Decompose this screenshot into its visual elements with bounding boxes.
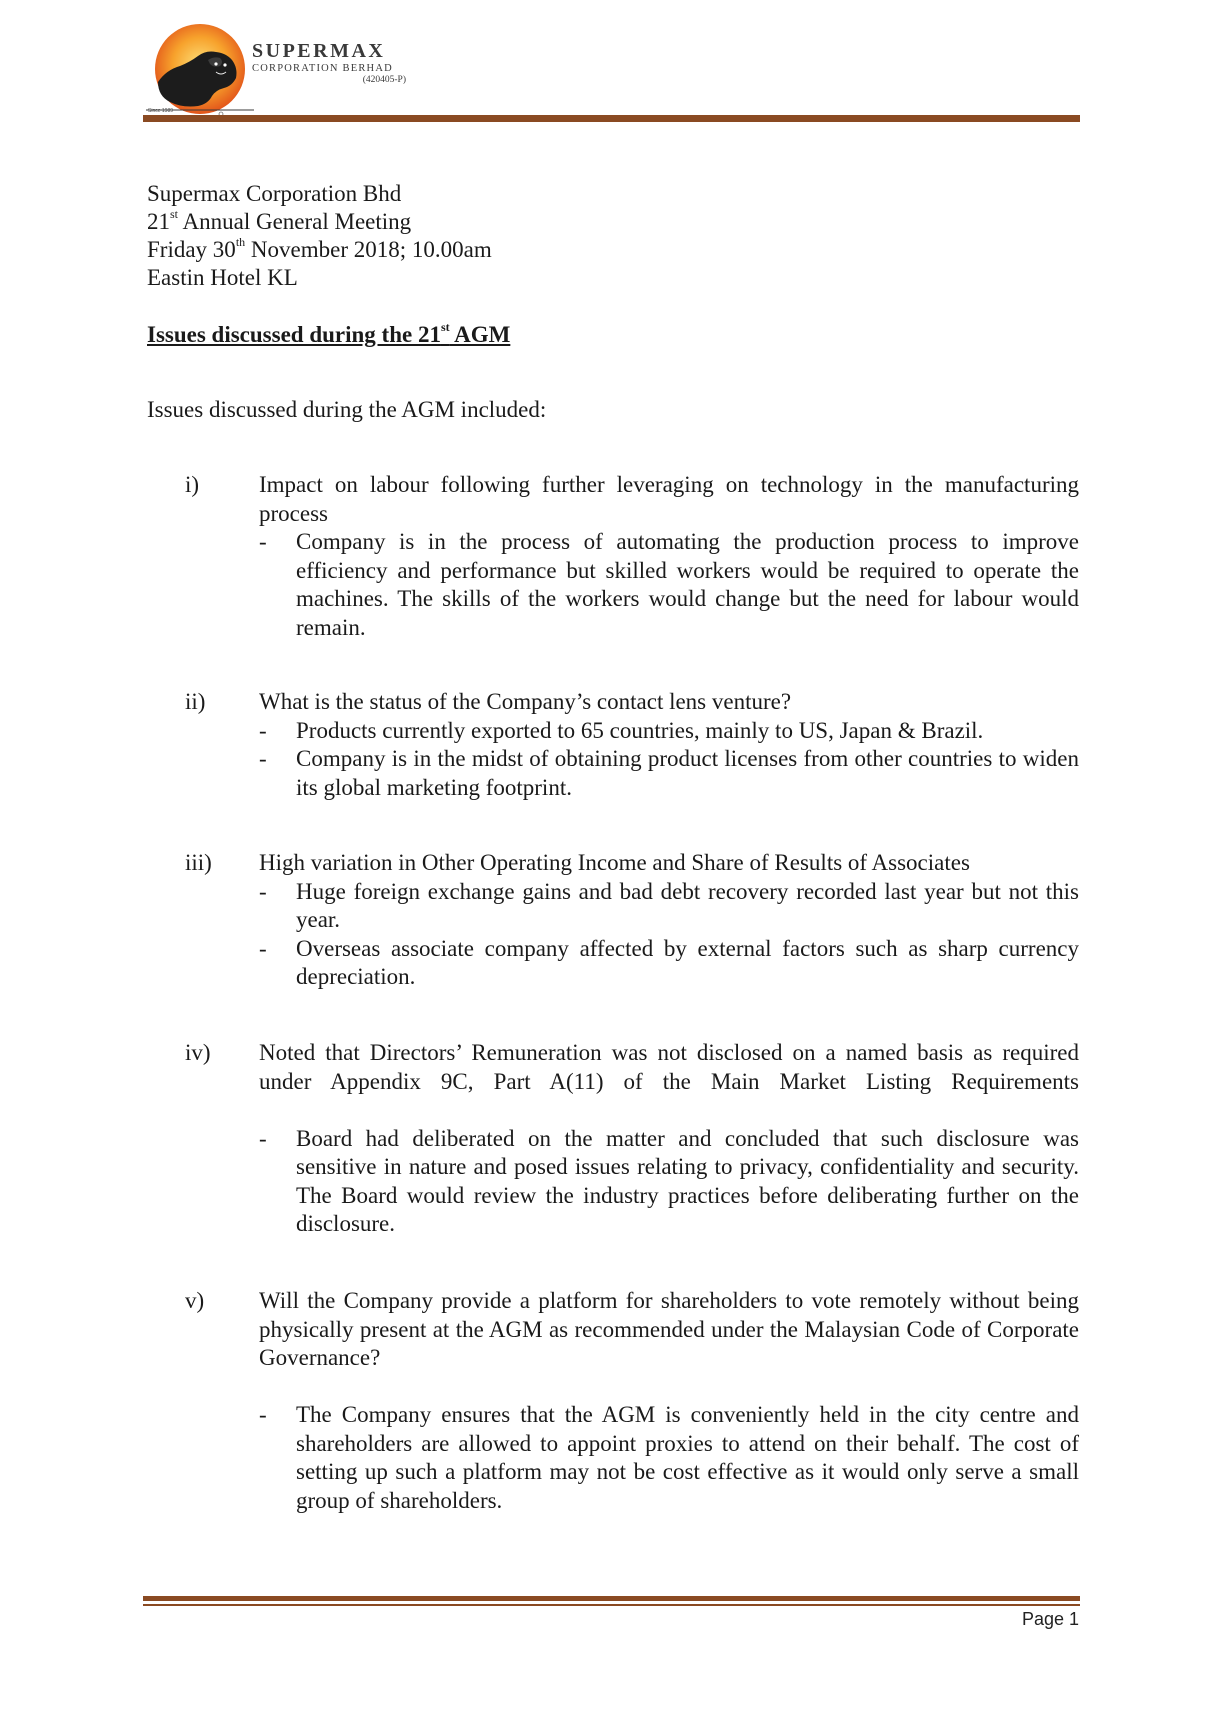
brand-name: SUPERMAX — [252, 40, 386, 62]
issue-points — [147, 878, 1079, 992]
brand-text — [252, 40, 412, 86]
issue-question: What is the status of the Company’s contact lens venture? — [259, 689, 792, 714]
issue-point: - Company is in the midst of obtaining product licenses from other countries to widen its global marketing footprint. — [296, 745, 1079, 802]
date-line — [147, 236, 492, 264]
section-title-ordinal: st — [440, 320, 450, 335]
brand-registration: (420405-P) — [362, 75, 406, 85]
agm-ordinal: st — [170, 207, 179, 222]
date-ordinal: th — [235, 235, 246, 250]
issue-item — [147, 688, 1079, 802]
issue-number: v) — [185, 1288, 205, 1313]
issue-points — [147, 1125, 1079, 1239]
section-title-suffix: AGM — [449, 322, 511, 347]
issue-number: ii) — [185, 689, 206, 714]
venue-line: Eastin Hotel KL — [147, 265, 298, 290]
issue-question: Will the Company provide a platform for shareholders to vote remotely without being physically present at the AGM as recommended under the Malaysian Code of Corporate Governance? — [259, 1288, 1079, 1370]
since-label: Since 1989 — [148, 108, 174, 114]
issue-point: - Products currently exported to 65 countries, mainly to US, Japan & Brazil. — [296, 717, 1079, 746]
meeting-details — [147, 180, 492, 292]
issue-item — [147, 849, 1079, 992]
issue-question: Noted that Directors’ Remuneration was not disclosed on a named basis as required under Appendix 9C, Part A(11) of the Main Market Listing Requirements — [259, 1040, 1079, 1094]
issue-point: - Overseas associate company affected by external factors such as sharp currency depreciation. — [296, 935, 1079, 992]
issue-points — [147, 717, 1079, 803]
issue-point: - The Company ensures that the AGM is conveniently held in the city centre and shareholders are allowed to appoint proxies to attend on their behalf. The cost of setting up such a platform may not be cost effective as it would only serve a small group of shareholders. — [296, 1401, 1079, 1515]
issue-item — [147, 1039, 1079, 1239]
issue-point: - Board had deliberated on the matter and concluded that such disclosure was sensitive in nature and posed issues relating to privacy, confidentiality and security. The Board would review the industry practices before deliberating further on the disclosure. — [296, 1125, 1079, 1239]
issue-point: - Company is in the process of automating the production process to improve efficiency and performance but skilled workers would be required to operate the machines. The skills of the workers would change but the need for labour would remain. — [296, 528, 1079, 642]
intro-text: Issues discussed during the AGM included: — [147, 397, 547, 422]
header-rule — [143, 115, 1080, 122]
agm-line — [147, 208, 492, 236]
brand-subtitle: CORPORATION BERHAD — [252, 63, 393, 74]
company-logo — [146, 22, 414, 120]
issue-item — [147, 471, 1079, 642]
section-title — [147, 322, 510, 348]
issue-point: - Huge foreign exchange gains and bad debt recovery recorded last year but not this year. — [296, 878, 1079, 935]
section-title-text: Issues discussed during the 21 — [147, 322, 441, 347]
agm-number: 21 — [147, 209, 170, 234]
date-day: Friday 30 — [147, 237, 236, 262]
issue-points — [147, 1401, 1079, 1515]
issue-question: High variation in Other Operating Income and Share of Results of Associates — [259, 850, 970, 875]
footer-rule-thin — [143, 1604, 1080, 1606]
issue-points — [147, 528, 1079, 642]
issue-number: iii) — [185, 850, 212, 875]
footer-rule — [143, 1596, 1080, 1601]
agm-text: Annual General Meeting — [178, 209, 412, 234]
page-number: Page 1 — [1021, 1609, 1079, 1629]
date-text: November 2018; 10.00am — [245, 237, 492, 262]
issue-number: iv) — [185, 1040, 211, 1065]
issue-number: i) — [185, 472, 200, 497]
issue-question: Impact on labour following further leveraging on technology in the manufacturing process — [259, 472, 1079, 526]
company-line: Supermax Corporation Bhd — [147, 181, 402, 206]
issue-item — [147, 1287, 1079, 1515]
panther-sun-icon — [146, 22, 256, 120]
